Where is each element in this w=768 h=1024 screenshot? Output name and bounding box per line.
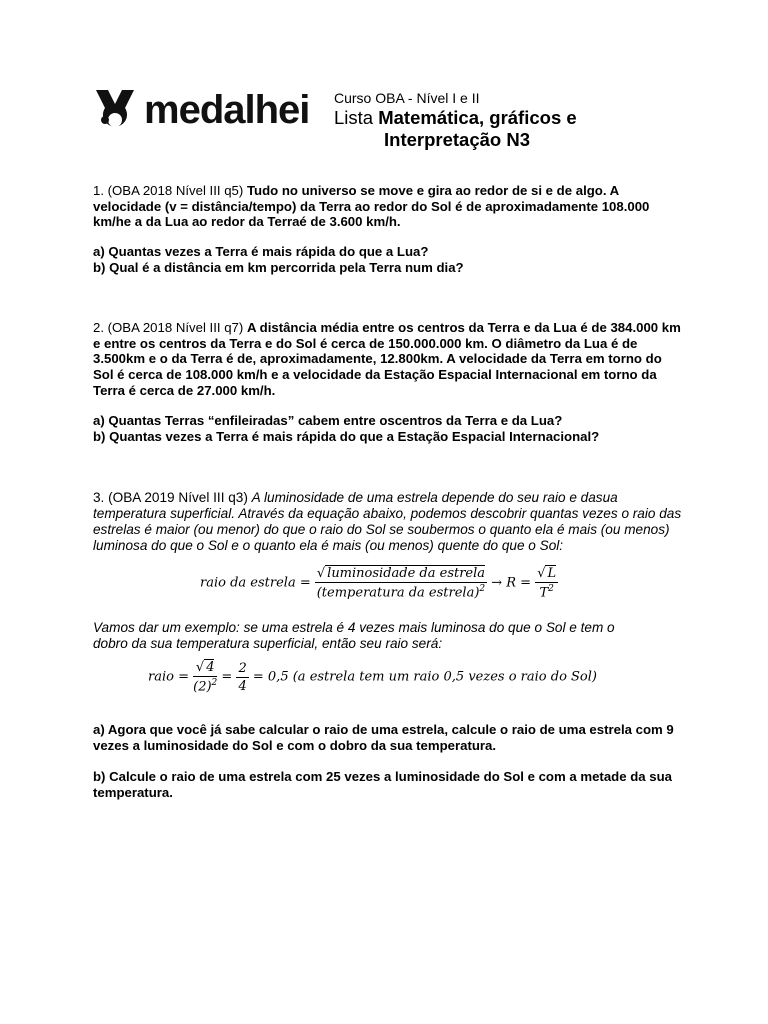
medalhei-logo: [92, 86, 322, 138]
list-title-lead: Lista: [334, 107, 379, 128]
question-2-source: 2. (OBA 2018 Nível III q7): [93, 320, 247, 335]
list-title-line1: Matemática, gráficos e: [378, 107, 577, 128]
formula2-numerator2: 2: [238, 660, 247, 676]
formula1-rhs-numerator: L: [547, 566, 557, 581]
question-1-item-a: a) Quantas vezes a Terra é mais rápida do que a Lua?: [93, 244, 429, 259]
example-formula: [148, 660, 628, 702]
list-title-line2: Interpretação N3: [384, 129, 530, 150]
formula2-den-exponent: 2: [211, 678, 218, 688]
question-2-item-b: b) Quantas vezes a Terra é mais rápida do que a Estação Espacial Internacional?: [93, 428, 600, 444]
formula2-denominator2: 4: [238, 678, 247, 694]
question-3: [93, 490, 683, 554]
medalhei-logo-icon: [92, 86, 138, 138]
question-3-item-b: b) Calcule o raio de uma estrela com 25 vezes a luminosidade do Sol e com a metade da sua temperatura.: [93, 769, 672, 800]
question-1-statement: Tudo no universo se move e gira ao redor de si e de algo. A velocidade (v = distância/tempo) da Terra ao redor do Sol é de aproximadamente 108.000 km/he a da Lua ao redor da Terraé de 3.600 km/h.: [93, 183, 650, 230]
question-3-source: 3. (OBA 2019 Nível III q3): [93, 490, 252, 505]
question-2: [93, 320, 683, 399]
formula2-fraction: $\frac{√ 4}{(2)^2}$: [193, 660, 218, 695]
star-radius-formula: [200, 566, 580, 606]
question-3-example: Vamos dar um exemplo: se uma estrela é 4 vezes mais luminosa do que o Sol e tem o dobro da sua temperatura superficial, então seu raio será:: [93, 620, 615, 651]
formula1-numerator: luminosidade da estrela: [327, 566, 486, 581]
formula2-note: (a estrela tem um raio 0,5 vezes o raio do Sol): [292, 669, 597, 685]
formula2-denominator: (2): [193, 679, 212, 695]
question-1-item-b: b) Qual é a distância em km percorrida pela Terra num dia?: [93, 259, 464, 275]
course-label: Curso OBA - Nível I e II: [334, 90, 480, 106]
list-title: [334, 107, 577, 151]
question-1-items: [93, 244, 683, 275]
question-3-statement: A luminosidade de uma estrela depende do seu raio e dasua temperatura superficial. Através da equação abaixo, podemos descobrir quantas vezes o raio das estrelas é maior (ou menor) do que o raio do Sol se soubermos o quanto ela é mais (ou menos) luminosa do que o Sol e o quanto ela é mais (ou menos) quente do que o Sol:: [93, 490, 682, 553]
formula2-numerator: 4: [206, 660, 215, 675]
formula1-fraction: $\frac{\text{√ luminosidade da estrela}}{(temperatura da estrela)^2}$: [316, 566, 486, 601]
question-2-item-a: a) Quantas Terras “enfileiradas” cabem entre oscentros da Terra e da Lua?: [93, 413, 563, 428]
logo-wordmark: medalhei: [144, 88, 310, 132]
formula1-denominator: (temperatura da estrela): [316, 585, 480, 601]
formula1-arrow: →: [491, 575, 503, 591]
question-1-source: 1. (OBA 2018 Nível III q5): [93, 183, 247, 198]
formula1-rhs-lhs: R =: [506, 575, 532, 591]
question-2-items: [93, 413, 683, 444]
question-1: [93, 183, 683, 230]
formula1-rhs-fraction: $\frac{√ L}{T^2}$: [537, 566, 557, 601]
formula1-rhs-exponent: 2: [548, 584, 554, 594]
formula2-fraction2: [236, 661, 248, 694]
formula1-rhs-denominator: T: [539, 585, 549, 601]
formula2-lhs: raio =: [148, 669, 189, 685]
formula2-result: = 0,5: [252, 669, 289, 685]
formula1-den-exponent: 2: [479, 584, 486, 594]
question-3-item-a: a) Agora que você já sabe calcular o raio de uma estrela, calcule o raio de uma estrela com 9 vezes a luminosidade do Sol e com o dobro da sua temperatura.: [93, 722, 674, 753]
question-2-statement: A distância média entre os centros da Terra e da Lua é de 384.000 km e entre os centros da Terra e do Sol é cerca de 150.000.000 km. O diâmetro da Lua é de 3.500km e o da Terra é de, aproximadamente, 12.800km. A velocidade da Terra em torno do Sol é cerca de 108.000 km/h e a velocidade da Estação Espacial Internacional em torno da Terra é cerca de 27.000 km/h.: [93, 320, 681, 398]
formula2-eq: =: [221, 669, 233, 685]
formula1-lhs: raio da estrela =: [200, 575, 311, 591]
